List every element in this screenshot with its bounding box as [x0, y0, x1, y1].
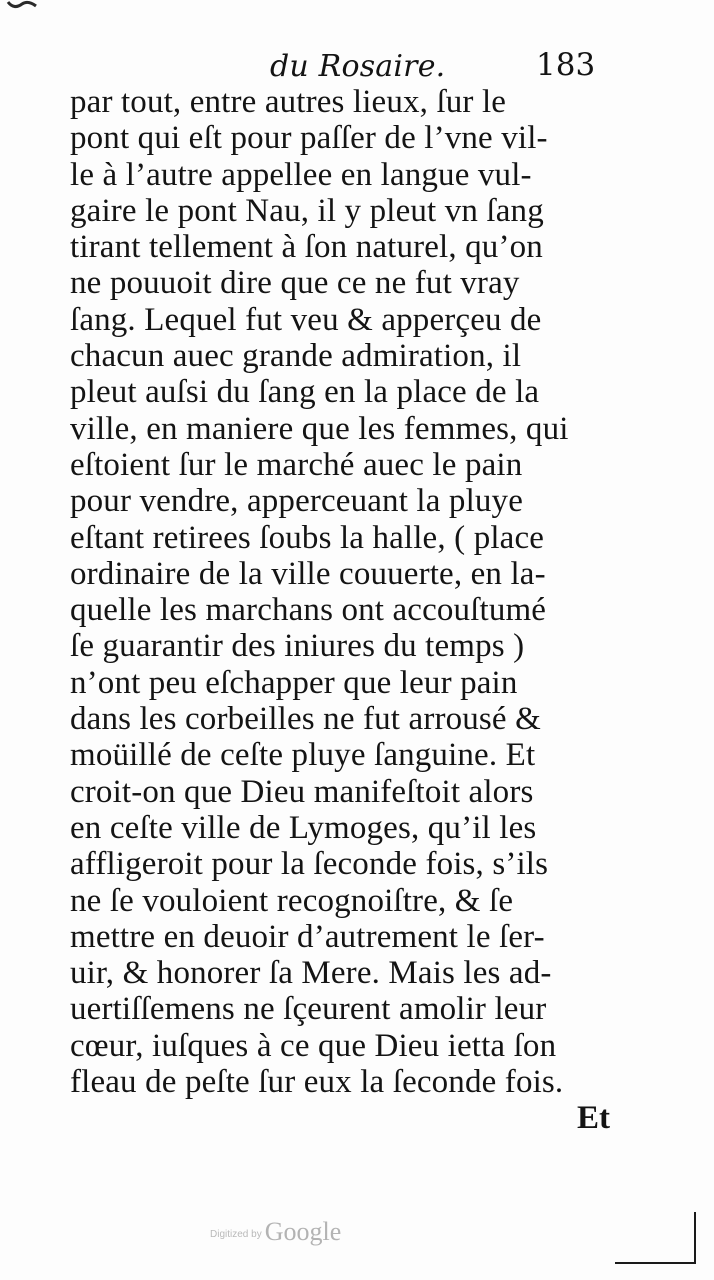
text-line: par tout, entre autres lieux, ſur le — [70, 84, 507, 120]
text-line: ordinaire de la ville couuerte, en la- — [70, 555, 546, 592]
text-line: fleau de peſte ſur eux la ſeconde fois. — [70, 1064, 564, 1101]
body-text — [70, 84, 618, 1210]
text-line: pleut auſsi du ſang en la place de la — [70, 374, 540, 411]
text-line: uertiſſemens ne ſçeurent amolir leur — [70, 991, 547, 1028]
digitization-watermark — [210, 1207, 341, 1247]
text-line: ne ſe vouloient recognoiſtre, & ſe — [70, 882, 514, 919]
crop-mark-vertical — [694, 1212, 696, 1264]
text-line: pont qui eſt pour paſſer de l’vne vil- — [70, 120, 548, 157]
text-line: ne pouuoit dire que ce ne fut vray — [70, 265, 520, 302]
page-number: 183 — [536, 47, 596, 83]
text-line: ville, en maniere que les femmes, qui — [70, 410, 569, 447]
watermark-prefix: Digitized by — [210, 1229, 262, 1240]
text-line: dans les corbeilles ne fut arrousé & — [70, 701, 541, 738]
text-line: ſang. Lequel fut veu & apperçeu de — [70, 301, 542, 338]
text-line: chacun auec grande admiration, il — [70, 338, 522, 375]
text-line: gaire le pont Nau, il y pleut vn ſang — [70, 192, 544, 229]
text-line: uir, & honorer ſa Mere. Mais les ad- — [70, 955, 552, 992]
text-line: moüillé de ceſte pluye ſanguine. Et — [70, 737, 536, 774]
text-line: eſtoient ſur le marché auec le pain — [70, 446, 523, 483]
crop-mark-horizontal — [615, 1262, 695, 1264]
text-line: mettre en deuoir d’autrement le ſer- — [70, 918, 545, 955]
text-line: en ceſte ville de Lymoges, qu’il les — [70, 809, 537, 846]
text-line: ſe guarantir des iniures du temps ) — [70, 628, 525, 665]
text-line: croit-on que Dieu manifeſtoit alors — [70, 773, 534, 810]
text-line: n’ont peu eſchapper que leur pain — [70, 664, 518, 701]
google-logo: Google — [264, 1217, 342, 1246]
text-line: eſtant retirees ſoubs la halle, ( place — [70, 519, 545, 556]
text-line: tirant tellement à ſon naturel, qu’on — [70, 229, 543, 266]
corner-ornament-icon — [6, 0, 40, 12]
text-line: affligeroit pour la ſeconde fois, s’ils — [70, 846, 549, 883]
text-line: le à l’autre appellee en langue vul- — [70, 156, 532, 193]
text-line: cœur, iuſques à ce que Dieu ietta ſon — [70, 1027, 557, 1064]
text-line: pour vendre, apperceuant la pluye — [70, 483, 523, 520]
running-head: du Rosaire. — [270, 49, 446, 84]
catchword: Et — [577, 1100, 610, 1137]
text-line: quelle les marchans ont accouſtumé — [70, 592, 547, 629]
